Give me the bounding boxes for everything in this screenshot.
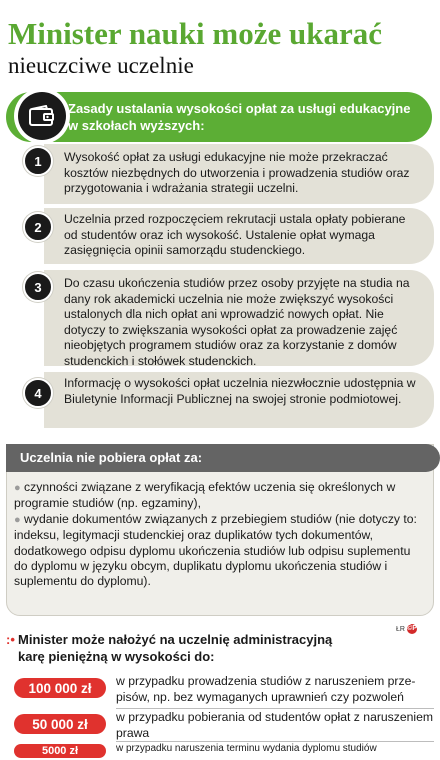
exemptions-list [14, 480, 426, 590]
penalty-amount-1: 100 000 zł [14, 678, 106, 698]
rules-heading: Zasady ustalania wysokości opłat za usługi edukacyjne w szkołach wyższych: [68, 101, 411, 133]
rule-text-4: Informację o wysokości opłat uczelnia niezwłocznie udostępnia w Biuletynie Informacji Publicznej na swojej stronie podmiotowej. [64, 376, 416, 406]
penalty-text-3: w przypadku naruszenia terminu wydania dyplomu studiów [116, 743, 377, 754]
rule-text-1: Wysokość opłat za usługi edukacyjne nie może przekraczać kosztów niezbędnych do utworzenia i prowadzenia studiów oraz przygotowania i wdrażania strategii uczelni. [64, 150, 410, 196]
exemption-item-2 [14, 512, 426, 590]
penalty-text-1: w przypadku prowadzenia studiów z naruszeniem przepisów, np. bez wymaganych uprawnień czy pozwoleń [116, 674, 416, 704]
divider [116, 741, 434, 742]
bullet-icon: ● [14, 482, 21, 494]
credit [396, 624, 417, 634]
page-title: Minister nauki może ukarać [8, 16, 382, 51]
exemptions-header [6, 444, 440, 472]
rule-number-3: 3 [23, 272, 53, 302]
penalty-amount-3: 5000 zł [14, 744, 106, 758]
rule-number-1: 1 [23, 146, 53, 176]
rule-panel-1 [44, 144, 434, 204]
exemption-text-1: czynności związane z weryfikacją efektów uczenia się określonych w programie studiów (np. egzaminy), [14, 480, 396, 511]
penalty-text-2: w przypadku pobierania od studentów opłat z naruszeniem prawa [116, 710, 434, 740]
penalties-heading: Minister może nałożyć na uczelnię administracyjną karę pieniężną w wysokości do: [18, 632, 333, 664]
credit-text: ŁR [396, 625, 405, 633]
penalty-marker-icon: :• [6, 632, 15, 647]
divider [116, 708, 434, 709]
wallet-icon [18, 92, 66, 140]
exemption-text-2: wydanie dokumentów związanych z przebiegiem studiów (nie dotyczy to: indeksu, legitymacji studenckiej oraz duplikatów tych dokumentów, dodatkowego odpisu dyplomu ukończenia studiów lub odpisu suplementu do dyplomu w języku obcym, duplikatu dyplomu ukończenia studiów i suplementu do dyplomu). [14, 511, 417, 589]
rule-number-2: 2 [23, 212, 53, 242]
rule-panel-2 [44, 208, 434, 264]
exemption-item-1 [14, 480, 426, 512]
exemptions-heading: Uczelnia nie pobiera opłat za: [20, 450, 203, 465]
penalty-amount-2: 50 000 zł [14, 714, 106, 734]
page-subtitle: nieuczciwe uczelnie [8, 53, 194, 78]
rule-text-3: Do czasu ukończenia studiów przez osoby przyjęte na studia na dany rok akademicki uczelnia nie może zwiększyć wysokości ustalonych dla nich opłat ani wprowadzić nowych opłat. Nie dotyczy to zwiększania wysokości opłat za prowadzenie zajęć nieobjętych programem studiów oraz za korzystanie z domów studenckich i stołówek studenckich. [64, 276, 410, 368]
rule-number-4: 4 [23, 378, 53, 408]
rule-panel-4 [44, 372, 434, 428]
bullet-icon: ● [14, 513, 21, 526]
rule-text-2: Uczelnia przed rozpoczęciem rekrutacji ustala opłaty pobierane od studentów oraz ich wysokość. Ustalenie opłat wymaga zasięgnięcia opinii samorządu studenckiego. [64, 212, 406, 258]
rule-panel-3 [44, 270, 434, 366]
copyright-badge: ©P [407, 625, 417, 632]
